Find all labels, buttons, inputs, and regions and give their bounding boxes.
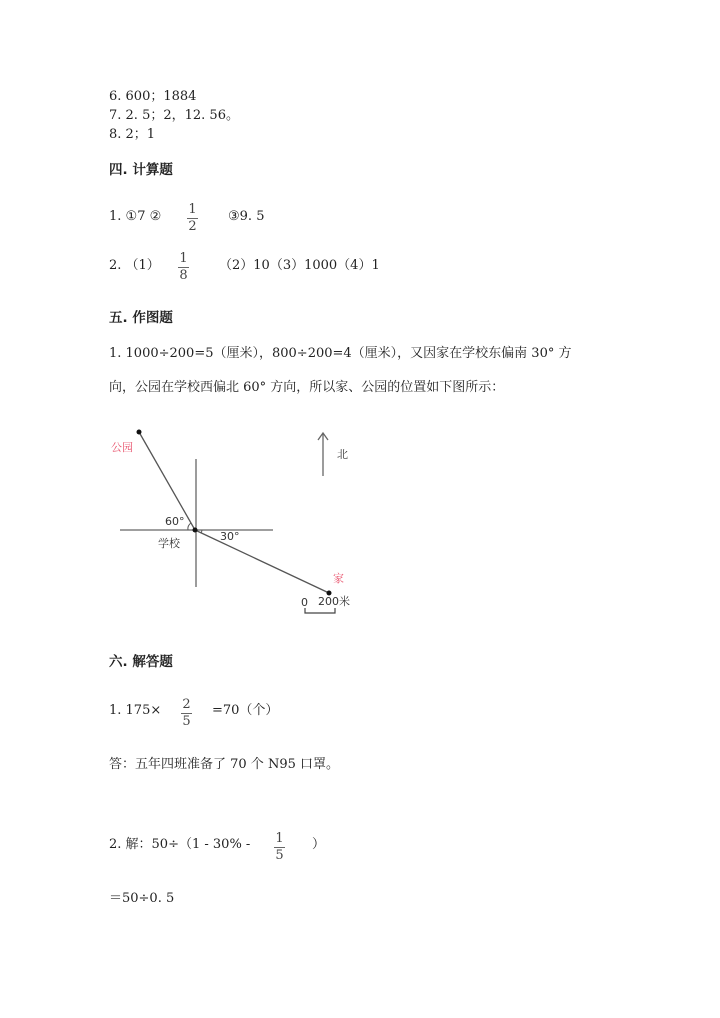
north-label: 北 (337, 448, 348, 461)
answer-line-6: 6. 600；1884 (109, 89, 197, 104)
section6-heading: 六. 解答题 (109, 654, 173, 670)
numerator: 1 (179, 251, 188, 266)
angle-60-label: 60° (165, 515, 185, 528)
school-label: 学校 (158, 537, 180, 550)
section4-heading: 四. 计算题 (109, 162, 173, 178)
school-home-line (195, 530, 329, 593)
numerator: 2 (182, 697, 191, 712)
school-dot (193, 528, 198, 533)
park-dot (137, 430, 142, 435)
s5-line1: 1. 1000÷200=5（厘米），800÷200=4（厘米），又因家在学校东偏南 30° 方 (109, 346, 572, 361)
denominator: 5 (182, 714, 191, 729)
angle-60-arc (188, 523, 191, 530)
denominator: 8 (179, 268, 188, 283)
s6-q2-fraction (274, 832, 285, 863)
s6-q2-suffix: ） (312, 837, 326, 852)
answer-line-8: 8. 2；1 (109, 127, 156, 142)
s4-q2-suffix: （2）10（3）1000（4）1 (219, 258, 380, 273)
s5-line2: 向，公园在学校西偏北 60° 方向，所以家、公园的位置如下图所示： (109, 380, 505, 395)
answer-line-7: 7. 2. 5；2，12. 56。 (109, 108, 239, 123)
s6-q1-fraction (181, 698, 192, 729)
angle-30-label: 30° (220, 530, 240, 543)
section5-heading: 五. 作图题 (109, 310, 173, 326)
s4-q1-prefix: 1. ①7 ② (109, 209, 162, 224)
denominator: 2 (188, 219, 197, 234)
s6-q2-step: ＝50÷0. 5 (109, 891, 175, 906)
numerator: 1 (275, 831, 284, 846)
denominator: 5 (275, 848, 284, 863)
s4-q1-suffix: ③9. 5 (228, 209, 265, 224)
s6-q1-suffix: =70（个） (212, 703, 279, 718)
home-label: 家 (333, 572, 344, 585)
s4-q2-prefix: 2. （1） (109, 258, 160, 273)
scale-bar (305, 608, 335, 613)
numerator: 1 (188, 202, 197, 217)
scale-label: 200米 (318, 595, 350, 608)
park-label: 公园 (111, 441, 133, 454)
s6-answer1: 答：五年四班准备了 70 个 N95 口罩。 (109, 757, 339, 772)
s6-q1-prefix: 1. 175× (109, 703, 162, 718)
scale-zero: 0 (301, 596, 308, 609)
s6-q2-prefix: 2. 解：50÷（1 - 30% - (109, 837, 251, 852)
